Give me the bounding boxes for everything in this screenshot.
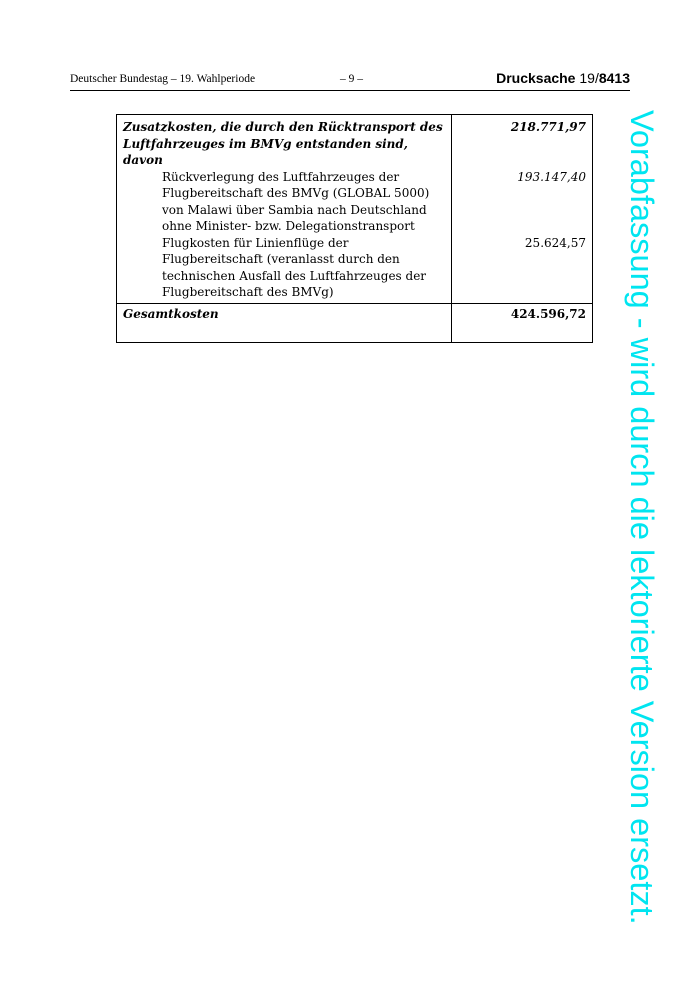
page-header [70, 70, 630, 91]
spacer [458, 152, 586, 169]
sub-item-line: Flugbereitschaft (veranlasst durch den [162, 252, 400, 266]
sub-item-line: Flugbereitschaft des BMVg) [162, 285, 334, 299]
header-page-number: – 9 – [340, 73, 363, 85]
header-number-bold: 8413 [598, 70, 630, 86]
header-number-prefix: 19/ [579, 70, 599, 86]
watermark-text: Vorabfassung - wird durch die lektorierte Version ersetzt. [624, 110, 660, 925]
additional-costs-title [123, 119, 445, 169]
sub-item-line: ohne Minister- bzw. Delegationstransport [162, 219, 415, 233]
cost-table [116, 114, 593, 343]
sub-item-return-relocation [123, 169, 445, 235]
header-document-number [496, 70, 630, 86]
table-row-total [117, 303, 593, 343]
header-document-label: Drucksache [496, 70, 576, 86]
spacer [458, 136, 586, 153]
spacer [458, 202, 586, 219]
sub-item-line: Flugbereitschaft des BMVg (GLOBAL 5000) [162, 186, 430, 200]
total-amount: 424.596,72 [451, 303, 592, 343]
sub-item-line: Rückverlegung des Luftfahrzeuges der [162, 169, 400, 184]
additional-costs-description [117, 115, 452, 304]
spacer [458, 185, 586, 202]
sub-item-line: technischen Ausfall des Luftfahrzeuges der [162, 268, 427, 283]
return-relocation-amount: 193.147,40 [517, 169, 586, 184]
title-line: Zusatzkosten, die durch den Rücktransport des [123, 120, 443, 134]
title-line: Luftfahrzeuges im BMVg entstanden sind, [123, 136, 408, 151]
header-publication: Deutscher Bundestag – 19. Wahlperiode [70, 73, 256, 85]
title-line: davon [123, 153, 163, 167]
sub-item-scheduled-flights [123, 235, 445, 301]
spacer [458, 218, 586, 235]
draft-watermark [620, 110, 700, 925]
scheduled-flights-amount: 25.624,57 [524, 235, 586, 250]
additional-costs-amount: 218.771,97 [510, 120, 586, 134]
table-row-additional-costs [117, 115, 593, 304]
sub-item-line: Flugkosten für Linienflüge der [162, 235, 349, 250]
sub-item-line: von Malawi über Sambia nach Deutschland [162, 202, 427, 217]
additional-costs-amounts [451, 115, 592, 304]
total-label: Gesamtkosten [117, 303, 452, 343]
